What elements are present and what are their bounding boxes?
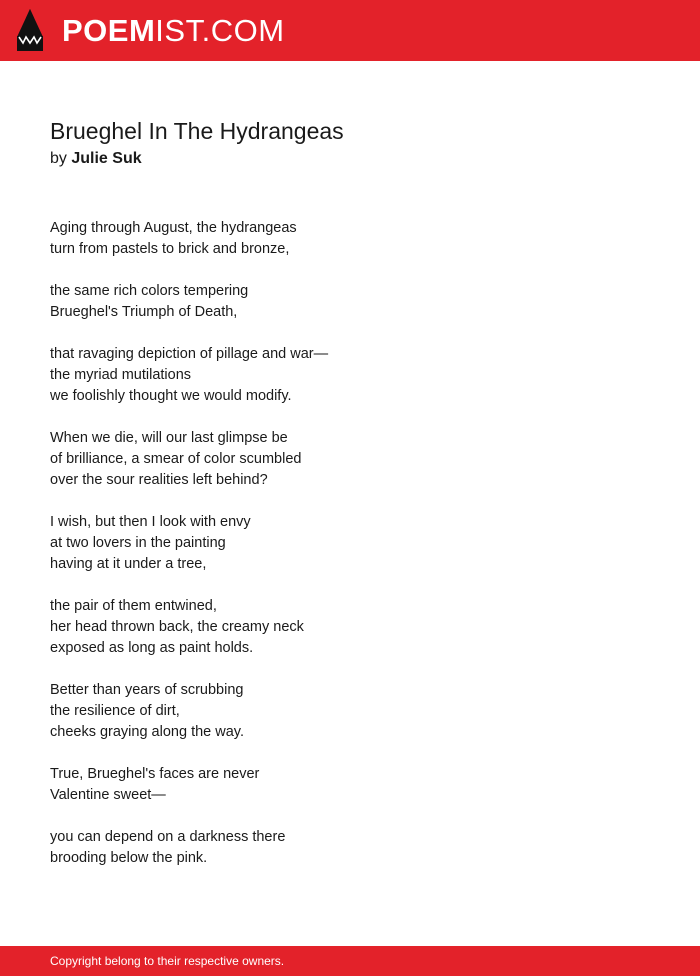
stanza — [50, 680, 328, 743]
poem-line: brooding below the pink. — [50, 850, 208, 866]
poem-line: we foolishly thought we would modify. — [50, 388, 292, 404]
poem-line: cheeks graying along the way. — [50, 724, 244, 740]
poem-line: at two lovers in the painting — [50, 535, 226, 551]
logo-text-light: IST.COM — [155, 13, 285, 48]
poem-line: of brilliance, a smear of color scumbled — [50, 451, 302, 467]
poem-line: having at it under a tree, — [50, 556, 207, 572]
poem-line: True, Brueghel's faces are never — [50, 766, 260, 782]
stanza — [50, 764, 328, 806]
poem-line: the myriad mutilations — [50, 367, 192, 383]
stanza — [50, 218, 328, 260]
site-header — [0, 0, 700, 61]
site-logo[interactable] — [62, 11, 285, 51]
poem-line: Valentine sweet— — [50, 787, 166, 803]
poem-title: Brueghel In The Hydrangeas — [50, 118, 344, 144]
site-footer — [0, 946, 700, 976]
stanza — [50, 596, 328, 659]
pencil-tip-icon[interactable] — [17, 9, 43, 51]
logo-text-bold: POEM — [62, 13, 156, 48]
poem-line: that ravaging depiction of pillage and war— — [50, 346, 329, 362]
poem-line: the pair of them entwined, — [50, 598, 217, 614]
poem-line: Aging through August, the hydrangeas — [50, 220, 297, 236]
poem-line: the same rich colors tempering — [50, 283, 249, 299]
stanza — [50, 428, 328, 491]
copyright-text: Copyright belong to their respective owners. — [50, 954, 285, 968]
poem-body — [50, 218, 328, 890]
byline — [50, 149, 142, 169]
poem-line: over the sour realities left behind? — [50, 472, 268, 488]
stanza — [50, 512, 328, 575]
poem-line: turn from pastels to brick and bronze, — [50, 241, 290, 257]
poem-line: exposed as long as paint holds. — [50, 640, 254, 656]
poem-line: When we die, will our last glimpse be — [50, 430, 288, 446]
poem-line: the resilience of dirt, — [50, 703, 180, 719]
poem-line: her head thrown back, the creamy neck — [50, 619, 304, 635]
poem-line: Brueghel's Triumph of Death, — [50, 304, 238, 320]
poem-line: you can depend on a darkness there — [50, 829, 286, 845]
stanza — [50, 344, 328, 407]
by-label: by — [50, 150, 67, 167]
poem-line: Better than years of scrubbing — [50, 682, 244, 698]
poem-line: I wish, but then I look with envy — [50, 514, 251, 530]
author-name: Julie Suk — [71, 150, 142, 167]
stanza — [50, 281, 328, 323]
stanza — [50, 827, 328, 869]
